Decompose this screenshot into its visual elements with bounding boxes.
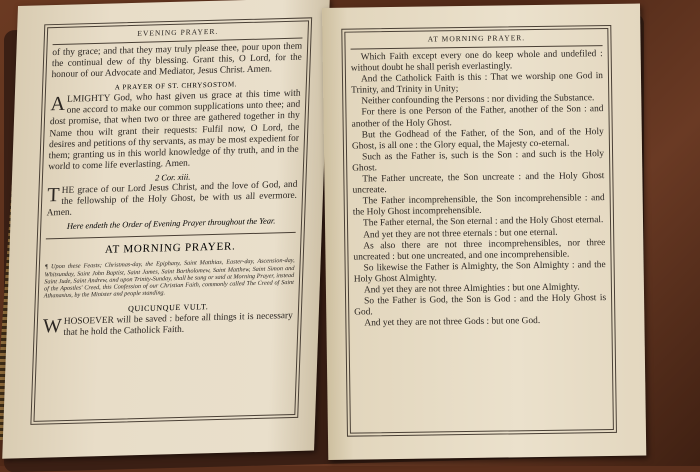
creed-verse: And yet they are not three Gods : but one God. <box>364 316 541 329</box>
creed-verse: And yet they are not three Almighties : but one Almighty. <box>363 282 580 296</box>
creed-verse: So likewise the Father is Almighty, the Son Almighty : and the Holy Ghost Almighty. <box>353 259 606 285</box>
right-page-content <box>350 30 606 330</box>
chrysostom-text: LMIGHTY God, who hast given us grace at this time with one accord to make our common supplications unto thee; and dost promise, that when two or three are gathered together in thy Name thou wilt grant their requests: Fulfil now, O Lord, the desires and petitions of thy servants, as may be most expedient for them; granting us in this world knowledge of thy truth, and in the world to come life everlasting. Amen. <box>48 88 301 173</box>
left-page-content <box>42 23 303 340</box>
drop-cap: W <box>42 314 63 338</box>
closing-rubric: Here endeth the Order of Evening Prayer throughout the Year. <box>66 216 276 232</box>
drop-cap: T <box>46 183 60 207</box>
creed-verse: The Father incomprehensible, the Son incomprehensible : and the Holy Ghost incomprehensible. <box>352 193 605 218</box>
section-title: AT MORNING PRAYER. <box>104 240 236 257</box>
opening-text: of thy grace; and that they may truly please thee, pour upon them the continual dew of thy blessing. Grant this, O Lord, for the honour of our Advocate and Mediator, Jesus Christ. Amen. <box>51 41 303 81</box>
chrysostom-heading: A PRAYER OF ST. CHRYSOSTOM. <box>114 80 238 92</box>
creed-verse: Such as the Father is, such is the Son : and such is the Holy Ghost. <box>352 148 605 174</box>
grace-prayer <box>47 180 298 220</box>
creed-verses <box>351 49 607 330</box>
creed-verse: And yet they are not three eternals : but one eternal. <box>363 227 558 240</box>
creed-verse: Neither confounding the Persons : nor dividing the Substance. <box>361 93 595 107</box>
creed-verse: The Father uncreate, the Son uncreate : and the Holy Ghost uncreate. <box>352 171 605 196</box>
creed-verse: Which Faith except every one do keep whole and undefiled : without doubt he shall perish everlastingly. <box>350 49 603 74</box>
creed-text: HOSOEVER will be saved : before all things it is necessary that he hold the Catholick Faith. <box>63 310 293 338</box>
left-running-head: EVENING PRAYER. <box>137 26 219 38</box>
chrysostom-prayer <box>48 89 301 173</box>
creed-verse: So the Father is God, the Son is God : and the Holy Ghost is God. <box>354 293 607 318</box>
right-page <box>322 4 646 460</box>
creed-title: QUICUNQUE VULT. <box>127 301 209 313</box>
drop-cap: A <box>50 93 66 116</box>
creed-verse: The Father eternal, the Son eternal : and the Holy Ghost eternal. <box>362 215 604 229</box>
right-running-head: AT MORNING PRAYER. <box>427 33 526 44</box>
creed-verse: And the Catholick Faith is this : That we worship one God in Trinity, and Trinity in Unity; <box>351 71 604 96</box>
creed-verse: As also there are not three incomprehensibles, nor three uncreated : but one uncreated, and one incomprehensible. <box>353 237 606 263</box>
grace-text: HE grace of our Lord Jesus Christ, and the love of God, and the fellowship of the Holy Ghost, be with us all evermore. Amen. <box>46 179 298 219</box>
left-page <box>2 0 330 459</box>
creed-verse: But the Godhead of the Father, of the Son, and of the Holy Ghost, is all one : the Glory equal, the Majesty co-eternal. <box>351 126 604 152</box>
divider <box>46 232 296 240</box>
creed-verse: For there is one Person of the Father, another of the Son : and another of the Holy Ghost. <box>351 104 604 130</box>
scripture-reference: 2 Cor. xiii. <box>154 172 191 183</box>
rubric-text: ¶ Upon these Feasts; Christmas-day, the Epiphany, Saint Matthias, Easter-day, Ascension-day, Whitsunday, Saint John Baptist, Saint James, Saint Bartholomew, Saint Matthew, Saint Simon and Saint Jude, Saint Andrew, and upon Trinity-Sunday, shall be sung or said at Morning Prayer, instead of the Apostles' Creed, this Confession of our Christian Faith, commonly called The Creed of Saint Athanasius, by the Minister and people standing. <box>43 257 295 300</box>
